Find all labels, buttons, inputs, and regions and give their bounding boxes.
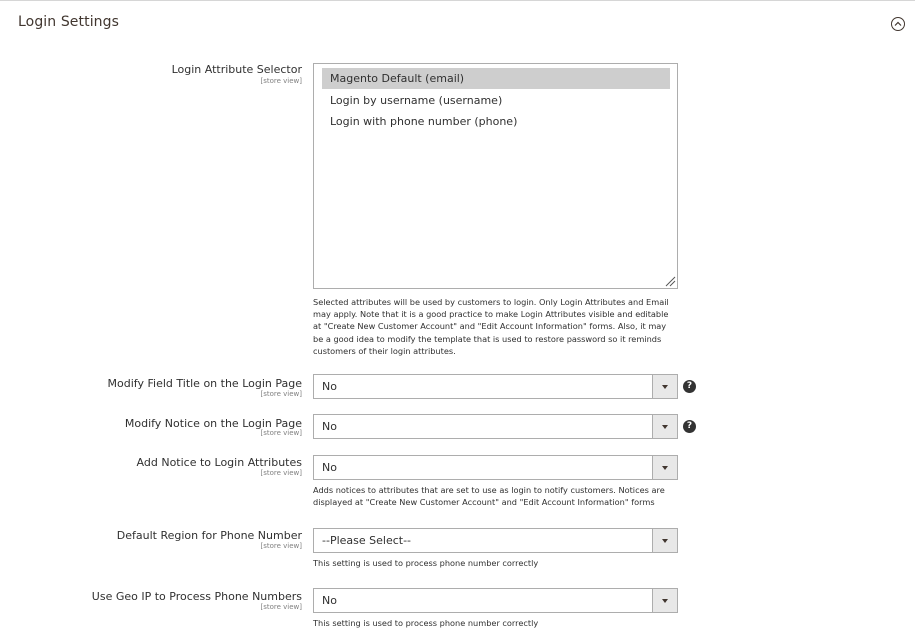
- chevron-down-icon: [662, 425, 668, 429]
- modify-notice-scope: [store view]: [260, 429, 302, 437]
- add-notice-label: Add Notice to Login Attributes: [136, 456, 302, 469]
- select-value: No: [322, 461, 337, 474]
- collapse-icon[interactable]: [891, 17, 905, 31]
- default-region-label: Default Region for Phone Number: [116, 529, 302, 542]
- default-region-scope: [store view]: [260, 542, 302, 550]
- login-attribute-scope: [store view]: [260, 77, 302, 85]
- select-value: --Please Select--: [322, 534, 412, 547]
- login-attribute-multiselect[interactable]: [313, 63, 678, 289]
- add-notice-scope: [store view]: [260, 469, 302, 477]
- option-magento-default[interactable]: Magento Default (email): [322, 68, 670, 89]
- dropdown-toggle[interactable]: [652, 456, 677, 479]
- modify-notice-label: Modify Notice on the Login Page: [124, 417, 302, 430]
- chevron-down-icon: [662, 599, 668, 603]
- option-phone[interactable]: Login with phone number (phone): [330, 115, 518, 128]
- default-region-note: This setting is used to process phone number correctly: [313, 558, 539, 568]
- geo-ip-note: This setting is used to process phone number correctly: [313, 618, 539, 628]
- add-notice-note: Adds notices to attributes that are set to use as login to notify customers. Notices are displayed at "Create New Customer Account" and "Edit Account Information" forms: [313, 485, 665, 508]
- geo-ip-scope: [store view]: [260, 603, 302, 611]
- select-value: No: [322, 380, 337, 393]
- top-divider: [0, 0, 915, 1]
- select-value: No: [322, 594, 337, 607]
- geo-ip-select[interactable]: [313, 588, 678, 613]
- login-attribute-label: Login Attribute Selector: [171, 63, 302, 76]
- modify-field-title-label: Modify Field Title on the Login Page: [107, 377, 302, 390]
- modify-notice-select[interactable]: [313, 414, 678, 439]
- dropdown-toggle[interactable]: [652, 529, 677, 552]
- dropdown-toggle[interactable]: [652, 589, 677, 612]
- resize-grip-icon[interactable]: [664, 275, 676, 287]
- geo-ip-label: Use Geo IP to Process Phone Numbers: [91, 590, 302, 603]
- chevron-down-icon: [662, 539, 668, 543]
- modify-field-title-select[interactable]: [313, 374, 678, 399]
- dropdown-toggle[interactable]: [652, 415, 677, 438]
- option-username[interactable]: Login by username (username): [330, 94, 503, 107]
- add-notice-select[interactable]: [313, 455, 678, 480]
- help-icon[interactable]: ?: [683, 420, 696, 433]
- login-attribute-note: Selected attributes will be used by customers to login. Only Login Attributes and Email may apply. Note that it is a good practice to make Login Attributes visible and editable at "Create New Customer Account" and "Edit Account Information" forms. Also, it may be a good idea to modify the template that is used to restore password so it reminds customers of their login attributes.: [313, 297, 669, 356]
- chevron-down-icon: [662, 385, 668, 389]
- default-region-select[interactable]: [313, 528, 678, 553]
- select-value: No: [322, 420, 337, 433]
- section-title[interactable]: Login Settings: [18, 14, 120, 30]
- help-icon[interactable]: ?: [683, 380, 696, 393]
- dropdown-toggle[interactable]: [652, 375, 677, 398]
- chevron-down-icon: [662, 466, 668, 470]
- modify-field-title-scope: [store view]: [260, 390, 302, 398]
